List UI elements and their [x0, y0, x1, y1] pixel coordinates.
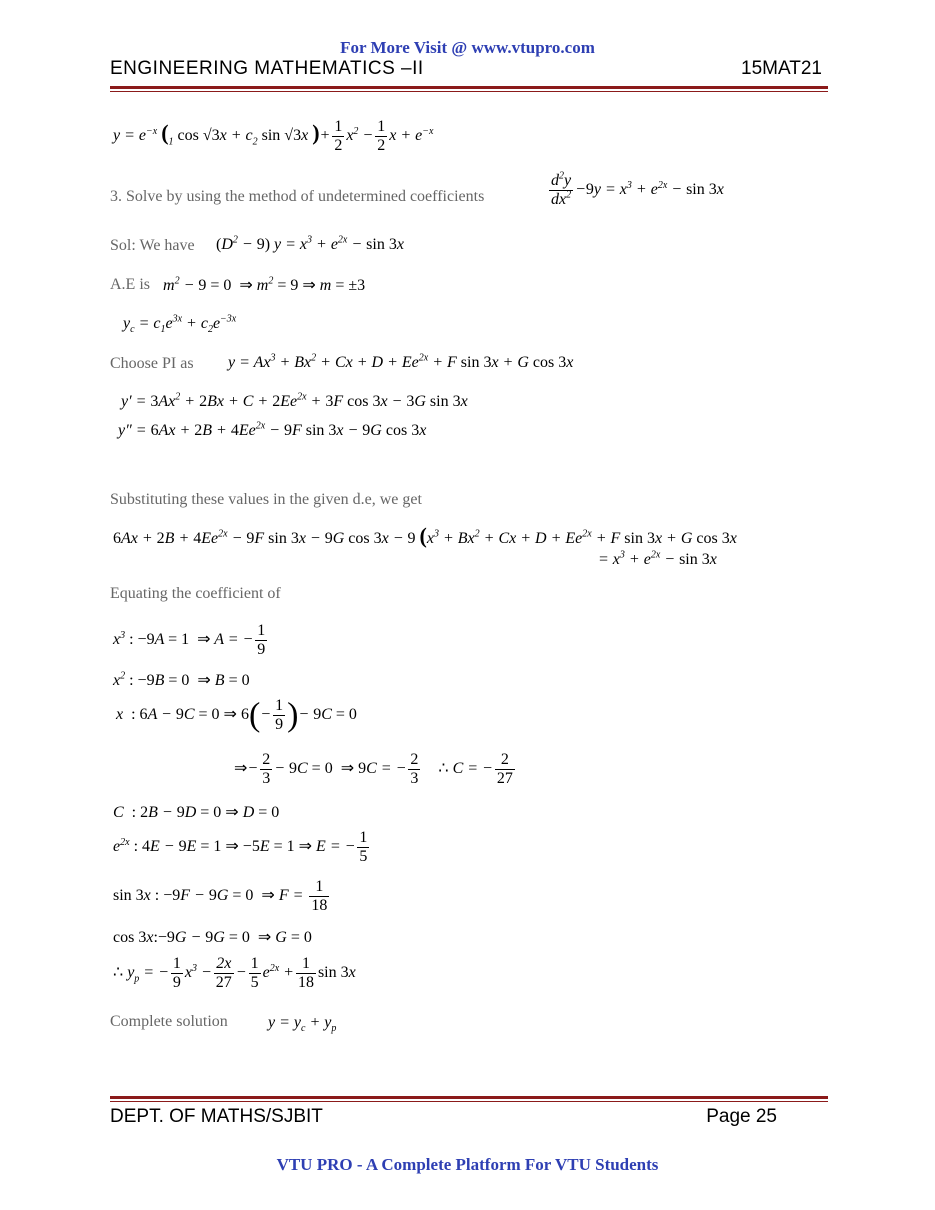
coef-x-equation: x : 6A − 9C = 0 ⇒ 6(− $\frac{1}{9}$ )− 9C = 0	[116, 696, 357, 734]
header-course-code: 15MAT21	[741, 58, 822, 79]
sol-label: Sol: We have	[110, 237, 195, 254]
coef-sin-equation: sin 3x : −9F − 9G = 0 ⇒ F = $\frac{1}{18}$	[113, 878, 328, 914]
header-rule-thin	[110, 91, 828, 92]
visit-link[interactable]: For More Visit @ www.vtupro.com	[340, 38, 595, 57]
header-rule	[110, 86, 828, 89]
coef-e2x-equation: $e^{2x}$ : 4E − 9E = 1 ⇒ −5E = 1 ⇒ E = − $\frac{1}{5}$	[113, 829, 368, 865]
equating-text: Equating the coefficient of	[110, 585, 281, 602]
first-derivative-equation: $y' = 3Ax^2 + 2Bx + C + 2Ee^{2x} + 3F$ cos 3x − 3G sin 3x	[121, 391, 468, 410]
complete-solution-label: Complete solution	[110, 1013, 228, 1030]
yc-equation: $y_c = c_1e^{3x} + c_2e^{-3x}$	[123, 313, 237, 336]
footer-rule-thin	[110, 1101, 828, 1102]
substituted-equation-rhs: = $x^3 + e^{2x} - \sin 3x$	[598, 549, 717, 568]
question-3-equation: $\frac{d^2y}{dx^2}$ $-9y = x^3 + e^{2x} - \sin 3x$	[551, 170, 724, 208]
substituted-equation-lhs: $6Ax + 2B + 4Ee^{2x} - 9F$ sin 3x − 9G cos 3x − 9 ($x^3 + Bx^2 + Cx + D + Ee^{2x} + F$ sin 3x + G cos 3x	[113, 523, 737, 548]
pi-label: Choose PI as	[110, 355, 194, 372]
sol-equation: $(D^2 - 9) y = x^3 + e^{2x} - \sin 3x$	[216, 234, 404, 253]
footer-rule	[110, 1096, 828, 1099]
coef-x3-equation: $x^3$ : −9A = 1 ⇒ A = − $\frac{1}{9}$	[113, 622, 266, 658]
coef-x-solution: ⇒− $\frac{2}{3}$ − 9C = 0 ⇒ 9C = − $\frac{2}{3}$ ∴ C = − $\frac{2}{27}$	[234, 751, 513, 787]
particular-integral-result: ∴ $y_p$ = − $\frac{1}{9}$ $x^3$ − $\frac{2x}{27}$ − $\frac{1}{5}$ $e^{2x}$ + $\frac{1}{18}$ sin 3x	[113, 955, 356, 991]
ae-equation: $m^2 - 9 = 0$ ⇒ $m^2 = 9$ ⇒ m = ±3	[163, 275, 366, 294]
prev-solution-equation: $y = e^{-x}$ ($_1$ $\cos √3x + c_2$ sin √3x )+ $\frac{1}{2}$ $x^2$ − $\frac{1}{2}$ $x + e^{-x}$	[113, 118, 434, 154]
coef-cos-equation: cos 3x:−9G − 9G = 0 ⇒ G = 0	[113, 929, 312, 946]
coef-constant-equation: C : 2B − 9D = 0 ⇒ D = 0	[113, 804, 280, 821]
coef-x2-equation: $x^2$ : −9B = 0 ⇒ B = 0	[113, 670, 250, 689]
platform-tagline[interactable]: VTU PRO - A Complete Platform For VTU Students	[276, 1155, 659, 1174]
footer-page-number: Page 25	[706, 1106, 777, 1127]
footer-department: DEPT. OF MATHS/SJBIT	[110, 1106, 323, 1127]
header-title: ENGINEERING MATHEMATICS –II	[110, 58, 424, 79]
pi-equation: $y = Ax^3 + Bx^2 + Cx + D + Ee^{2x} + F$ sin 3x + G cos 3x	[228, 352, 574, 371]
second-derivative-equation: $y'' = 6Ax + 2B + 4Ee^{2x} - 9F$ sin 3x − 9G cos 3x	[118, 420, 427, 439]
complete-solution-equation: $y = y_c + y_p$	[268, 1014, 337, 1035]
question-3-text: 3. Solve by using the method of undetermined coefficients	[110, 188, 485, 205]
substitute-text: Substituting these values in the given d.e, we get	[110, 491, 422, 508]
ae-label: A.E is	[110, 276, 150, 293]
